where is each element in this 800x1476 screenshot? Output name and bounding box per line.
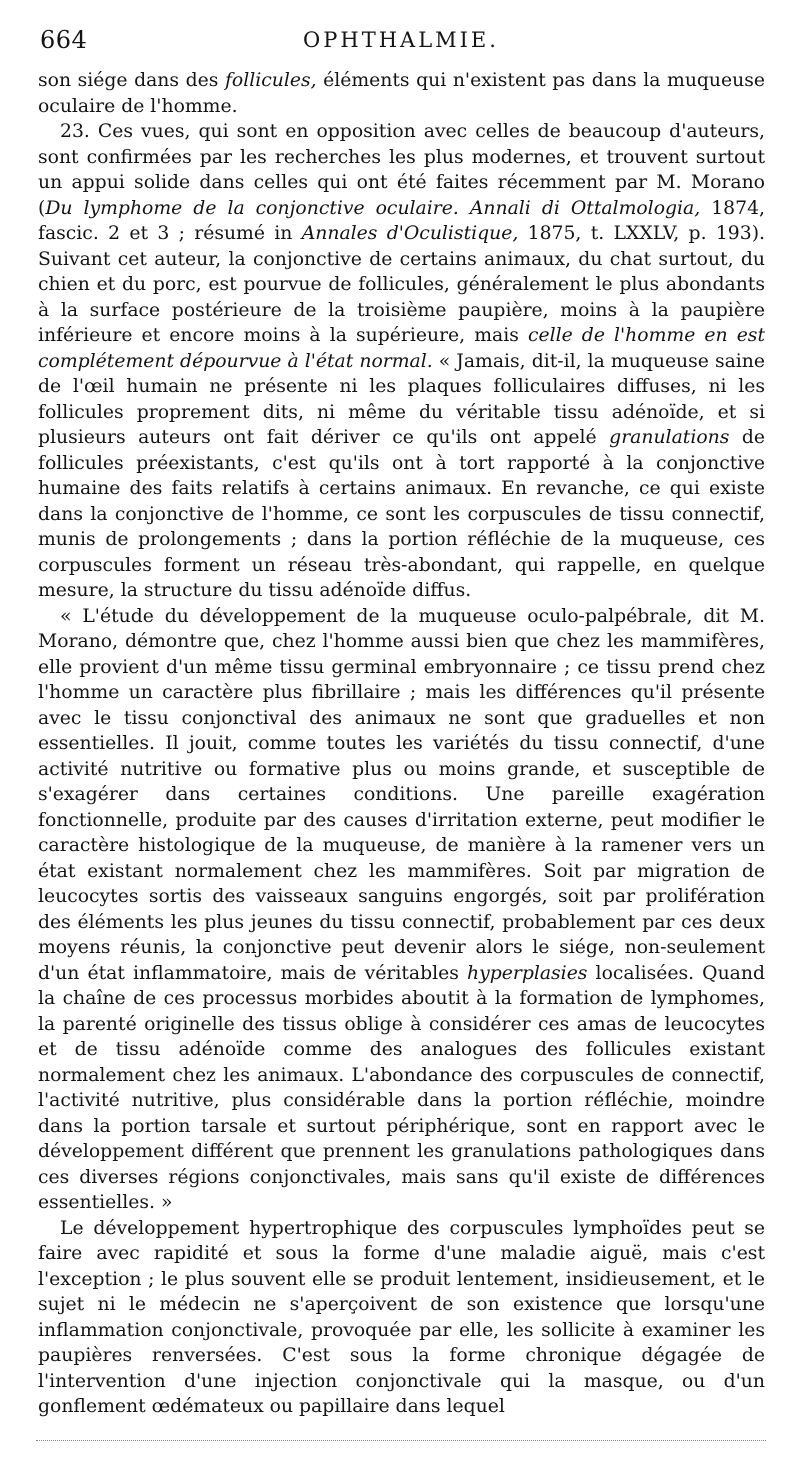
italic-text-span: Annales d'Oculistique, xyxy=(301,223,519,244)
body-text xyxy=(38,68,765,1420)
footer-rule xyxy=(36,1440,766,1441)
paragraph xyxy=(38,68,765,119)
text-span: 1875, t. LXXLV, p. 193). Suivant cet auteur, la conjonctive de certains animaux, du chat surtout, du chien et du porc, est pourvue de follicules, généralement le plus abondants à la surface postérieure de la troisième paupière, moins à la paupière inférieure et encore moins à la supérieure, mais xyxy=(38,223,765,346)
text-span: « L'étude du développement de la muqueuse oculo-palpébrale, dit M. Morano, démontre que, chez l'homme aussi bien que chez les mammifères, elle provient d'un même tissu germinal embryonnaire ; ce tissu prend chez l'homme un caractère plus fibrillaire ; mais les différences qu'il présente avec le tissu conjonctival des animaux ne sont que graduelles et non essentielles. Il jouit, comme toutes les variétés du tissu connectif, d'une activité nutritive ou formative plus ou moins grande, et susceptible de s'exagérer dans certaines conditions. Une pareille exagération fonctionnelle, produite par des causes d'irritation externe, peut modifier le caractère histologique de la muqueuse, de manière à la ramener vers un état existant normalement chez les mammifères. Soit par migration de leucocytes sortis des vaisseaux sanguins engorgés, soit par prolifération des éléments les plus jeunes du tissu connectif, probablement par ces deux moyens réunis, la conjonctive peut devenir alors le siége, non-seulement d'un état inflammatoire, mais de véritables xyxy=(38,605,765,984)
page-header xyxy=(36,26,766,66)
italic-text-span: follicules, xyxy=(224,70,317,91)
paragraph xyxy=(38,119,765,604)
paragraph xyxy=(38,604,765,1216)
text-span: son siége dans des xyxy=(38,70,225,91)
paragraph xyxy=(38,1216,765,1420)
text-span: « Jamais, dit-il, la muqueuse saine de l'œil humain ne présente ni les plaques folliculaires diffuses, ni les follicules proprement dits, ni même du véritable tissu adénoïde, et si plusieurs auteurs ont fait dériver ce qu'ils ont appelé xyxy=(38,350,766,448)
italic-text-span: hyperplasies xyxy=(467,962,588,984)
text-span: éléments qui n'existent pas dans la muqueuse oculaire de l'homme. xyxy=(38,70,765,117)
page-number: 664 xyxy=(40,26,88,54)
italic-text-span: celle de l'homme en est complétement dépourvue à l'état normal. xyxy=(38,325,765,372)
running-title: OPHTHALMIE. xyxy=(303,28,499,52)
text-span: 1874, fascic. 2 et 3 ; résumé in xyxy=(38,197,765,244)
text-span: de follicules préexistants, c'est qu'ils ont à tort rapporté à la conjonctive humaine des faits relatifs à certains animaux. En revanche, ce qui existe dans la conjonctive de l'homme, ce sont les corpuscules de tissu connectif, munis de prolongements ; dans la portion réfléchie de la muqueuse, ces corpuscules forment un réseau très-abondant, qui rappelle, en quelque mesure, la structure du tissu adénoïde diffus. xyxy=(38,427,766,601)
italic-text-span: granulations xyxy=(609,427,730,448)
italic-text-span: Du lymphome de la conjonctive oculaire. Annali di Ottalmologia, xyxy=(45,197,701,219)
text-span: 23. Ces vues, qui sont en opposition avec celles de beaucoup d'auteurs, sont confirmées par les recherches les plus modernes, et trouvent surtout un appui solide dans celles qui ont été faites récemment par M. Morano ( xyxy=(38,121,765,219)
text-span: localisées. Quand la chaîne de ces processus morbides aboutit à la formation de lymphomes, la parenté originelle des tissus oblige à considérer ces amas de leucocytes et de tissu adénoïde comme des analogues des follicules existant normalement chez les animaux. L'abondance des corpuscules de connectif, l'activité nutritive, plus considérable dans la portion réfléchie, moindre dans la portion tarsale et surtout périphérique, sont en rapport avec le développement différent que prennent les granulations pathologiques dans ces diverses régions conjonctivales, mais sans qu'il existe de différences essentielles. » xyxy=(38,962,765,1213)
text-span: Le développement hypertrophique des corpuscules lymphoïdes peut se faire avec rapidité et sous la forme d'une maladie aiguë, mais c'est l'exception ; le plus souvent elle se produit lentement, insidieusement, et le sujet ni le médecin ne s'aperçoivent de son existence que lorsqu'une inflammation conjonctivale, provoquée par elle, les sollicite à examiner les paupières renversées. C'est sous la forme chronique dégagée de l'intervention d'une injection conjonctivale qui la masque, ou d'un gonflement œdémateux ou papillaire dans lequel xyxy=(38,1217,765,1417)
